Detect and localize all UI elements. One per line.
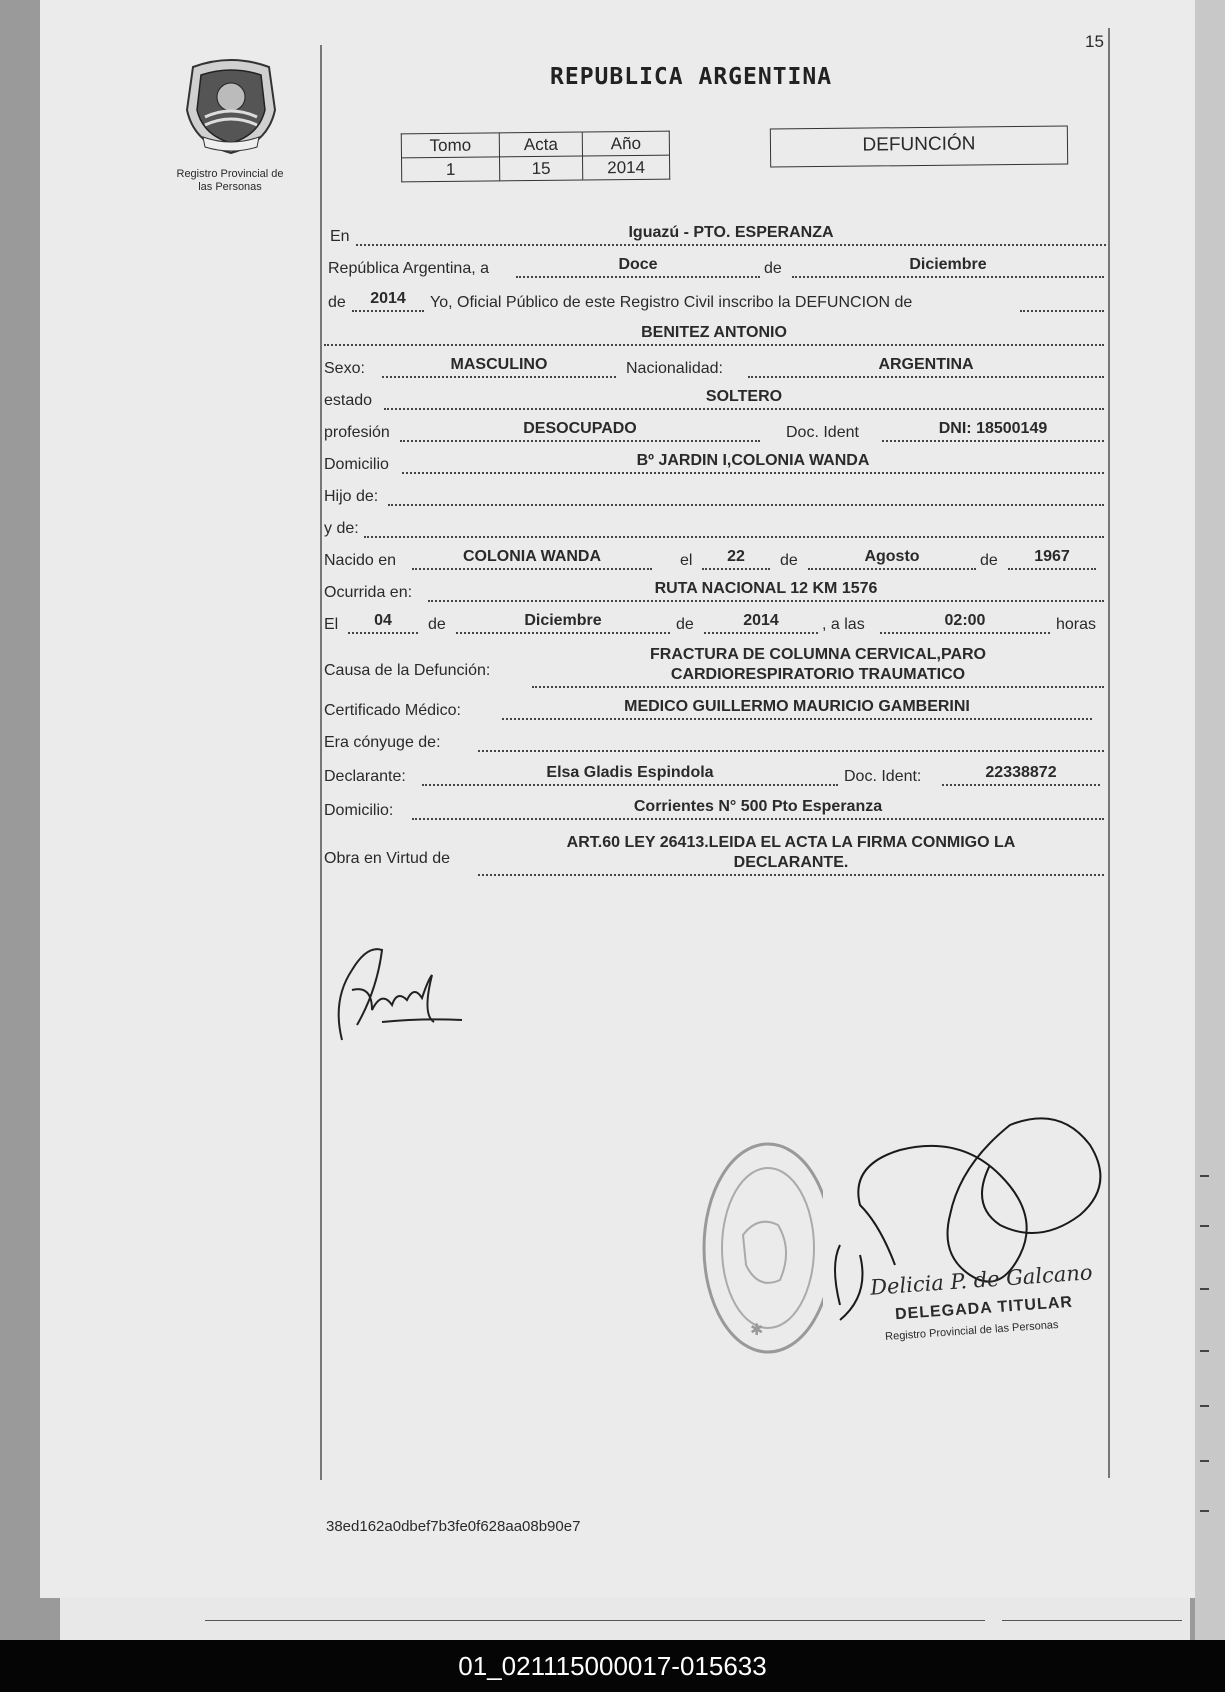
nac-de2-label: de — [980, 552, 998, 569]
footer-rule — [1002, 1620, 1182, 1621]
left-margin-rule — [320, 45, 322, 1480]
act-reference-table — [401, 131, 670, 183]
def-mes-field — [456, 608, 670, 634]
def-de2-label: de — [676, 616, 694, 633]
doc-label: Doc. Ident — [786, 424, 859, 441]
scan-id-band: 01_021115000017-015633 — [0, 1640, 1225, 1692]
row-causa — [324, 640, 1106, 690]
domicilio-field — [402, 448, 1104, 474]
nac-anio-value: 1967 — [1034, 548, 1070, 565]
ocurrida-label: Ocurrida en: — [324, 584, 413, 601]
declarante-value: Elsa Gladis Espindola — [546, 764, 714, 781]
en-label: En — [330, 228, 350, 245]
anio-field — [352, 286, 424, 312]
sexo-label: Sexo: — [324, 360, 365, 377]
act-type-box: DEFUNCIÓN — [770, 125, 1068, 167]
edge-tick — [1200, 1288, 1209, 1290]
page-number: 15 — [1085, 32, 1104, 51]
row-yde — [324, 514, 1106, 540]
el2-label: El — [324, 616, 339, 633]
domicilio-value: Bº JARDIN I,COLONIA WANDA — [636, 452, 870, 469]
obra-value: ART.60 LEY 26413.LEIDA EL ACTA LA FIRMA CONMIGO LA DECLARANTE. — [566, 834, 1016, 871]
tomo-value: 1 — [402, 157, 500, 182]
estado-field — [384, 384, 1104, 410]
nacido-value: COLONIA WANDA — [462, 548, 602, 565]
row-hijo — [324, 482, 1106, 508]
row-conyuge — [324, 728, 1106, 754]
def-anio-field — [704, 608, 818, 634]
nacido-label: Nacido en — [324, 552, 397, 569]
republica-label: República Argentina, a — [328, 260, 489, 277]
row-inscribo — [324, 288, 1106, 314]
certificado-value: MEDICO GUILLERMO MAURICIO GAMBERINI — [624, 698, 970, 715]
doc-value: DNI: 18500149 — [938, 420, 1048, 437]
horas-label: horas — [1056, 616, 1097, 633]
acta-value: 15 — [500, 156, 583, 181]
certificado-label: Certificado Médico: — [324, 702, 461, 719]
row-fecha — [324, 254, 1106, 280]
row-defuncion-fecha — [324, 610, 1106, 636]
declarante-field — [422, 760, 838, 786]
yde-label: y de: — [324, 520, 359, 537]
nac-mes-field — [808, 544, 976, 570]
edge-tick — [1200, 1460, 1209, 1462]
nac-dia-field — [702, 544, 770, 570]
ocurrida-field — [428, 576, 1104, 602]
footer-rule — [205, 1620, 985, 1621]
official-title: DELEGADA TITULAR — [894, 1293, 1074, 1324]
el-label: el — [680, 552, 693, 569]
sexo-field — [382, 352, 616, 378]
obra-label: Obra en Virtud de — [324, 850, 451, 867]
svg-text:✱: ✱ — [750, 1322, 764, 1339]
row-sexo — [324, 354, 1106, 380]
yde-field — [364, 512, 1104, 538]
conyuge-label: Era cónyuge de: — [324, 734, 441, 751]
nombre-value: BENITEZ ANTONIO — [641, 324, 787, 341]
official-office: Registro Provincial de las Personas — [884, 1318, 1059, 1344]
nombre-field — [324, 320, 1104, 346]
certificado-field — [502, 694, 1092, 720]
nac-dia-value: 22 — [727, 548, 745, 565]
edge-tick — [1200, 1350, 1209, 1352]
decl-doc-label: Doc. Ident: — [844, 768, 922, 785]
anio-value: 2014 — [582, 155, 669, 180]
en-field — [356, 220, 1106, 246]
edge-tick — [1200, 1405, 1209, 1407]
causa-field — [532, 642, 1104, 688]
estado-label: estado — [324, 392, 373, 409]
seal-caption — [150, 168, 310, 194]
def-dia-value: 04 — [374, 612, 392, 629]
row-estado — [324, 386, 1106, 412]
alas-label: , a las — [822, 616, 865, 633]
row-declarante — [324, 762, 1106, 788]
domicilio-label: Domicilio — [324, 456, 389, 473]
de-label: de — [764, 260, 782, 277]
causa-label: Causa de la Defunción: — [324, 662, 491, 679]
row-lugar — [324, 222, 1106, 248]
profesion-field — [400, 416, 760, 442]
declarante-label: Declarante: — [324, 768, 406, 785]
page-edge — [1195, 0, 1225, 1640]
declarant-signature — [322, 930, 472, 1050]
row-nombre — [324, 322, 1106, 348]
decl-doc-field — [942, 760, 1100, 786]
doc-field — [882, 416, 1104, 442]
inscribo-trailing-field — [1020, 286, 1104, 312]
seal-caption-line: las Personas — [198, 181, 262, 193]
profesion-value: DESOCUPADO — [523, 420, 637, 437]
obra-field — [478, 830, 1104, 876]
nac-mes-value: Agosto — [864, 548, 920, 565]
nacionalidad-label: Nacionalidad: — [626, 360, 723, 377]
def-dia-field — [348, 608, 418, 634]
ocurrida-value: RUTA NACIONAL 12 KM 1576 — [654, 580, 878, 597]
inscribo-label: Yo, Oficial Público de este Registro Civil inscribo la DEFUNCION de — [430, 294, 913, 311]
anio-value: 2014 — [370, 290, 406, 307]
edge-tick — [1200, 1225, 1209, 1227]
official-stamp — [688, 1140, 823, 1355]
nac-de-label: de — [780, 552, 798, 569]
decl-doc-value: 22338872 — [985, 764, 1057, 781]
nacionalidad-value: ARGENTINA — [878, 356, 974, 373]
decl-domicilio-label: Domicilio: — [324, 802, 394, 819]
hijo-field — [388, 480, 1104, 506]
row-domicilio — [324, 450, 1106, 476]
decl-domicilio-field — [412, 794, 1104, 820]
row-ocurrida — [324, 578, 1106, 604]
profesion-label: profesión — [324, 424, 390, 441]
def-hora-field — [880, 608, 1050, 634]
anio-header: Año — [582, 131, 669, 156]
seal-caption-line: Registro Provincial de — [176, 168, 284, 180]
tomo-header: Tomo — [401, 133, 499, 158]
row-profesion — [324, 418, 1106, 444]
row-obra — [324, 828, 1106, 878]
edge-tick — [1200, 1510, 1209, 1512]
def-anio-value: 2014 — [743, 612, 779, 629]
causa-value: FRACTURA DE COLUMNA CERVICAL,PARO CARDIORESPIRATORIO TRAUMATICO — [650, 646, 986, 683]
estado-value: SOLTERO — [705, 388, 783, 405]
en-value: Iguazú - PTO. ESPERANZA — [628, 224, 834, 241]
decl-domicilio-value: Corrientes N° 500 Pto Esperanza — [633, 798, 883, 815]
nacionalidad-field — [748, 352, 1104, 378]
row-decl-domicilio — [324, 796, 1106, 822]
def-de-label: de — [428, 616, 446, 633]
dia-value: Doce — [618, 256, 658, 273]
row-nacido — [324, 546, 1106, 572]
hijo-label: Hijo de: — [324, 488, 379, 505]
de2-label: de — [328, 294, 346, 311]
acta-header: Acta — [499, 132, 582, 157]
nacido-field — [412, 544, 652, 570]
official-name: Delicia P. de Galcano — [869, 1260, 1094, 1300]
nac-anio-field — [1008, 544, 1096, 570]
mes-value: Diciembre — [909, 256, 987, 273]
row-certificado — [324, 696, 1106, 722]
document-title: REPUBLICA ARGENTINA — [550, 64, 833, 90]
def-hora-value: 02:00 — [944, 612, 986, 629]
sexo-value: MASCULINO — [450, 356, 548, 373]
edge-tick — [1200, 1175, 1209, 1177]
mes-field — [792, 252, 1104, 278]
document-hash: 38ed162a0dbef7b3fe0f628aa08b90e7 — [326, 1518, 581, 1535]
conyuge-field — [478, 726, 1104, 752]
province-seal-icon — [183, 55, 279, 155]
def-mes-value: Diciembre — [524, 612, 602, 629]
dia-field — [516, 252, 760, 278]
